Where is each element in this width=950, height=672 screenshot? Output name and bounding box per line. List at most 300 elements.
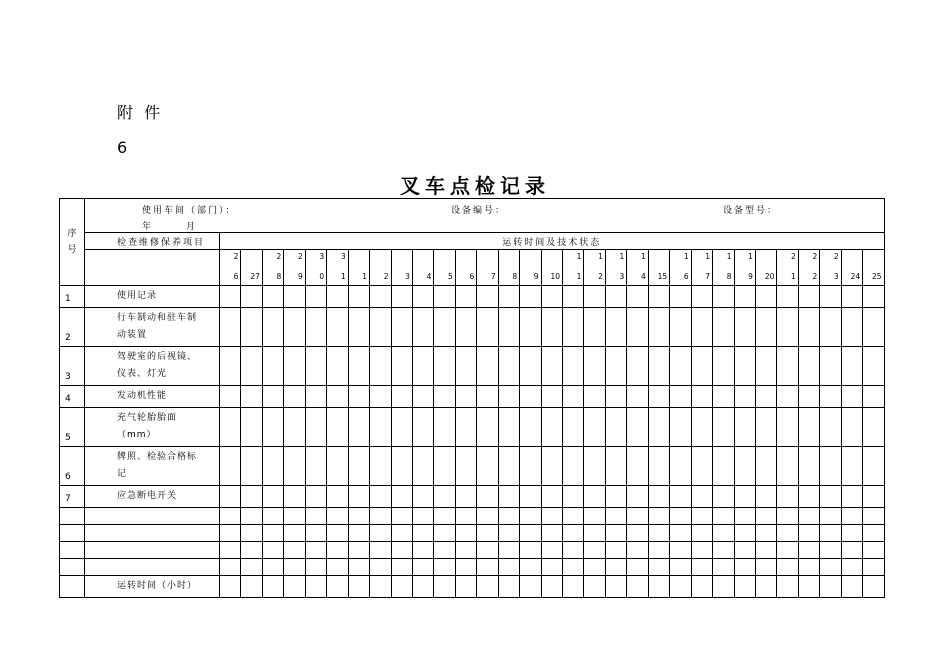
date-bottom-digit: 1 (362, 272, 368, 281)
status-entry-cell (691, 576, 712, 598)
status-entry-cell (241, 347, 262, 386)
status-entry-cell (541, 542, 562, 559)
status-entry-cell (220, 308, 241, 347)
status-entry-cell (627, 559, 648, 576)
status-entry-cell (348, 447, 369, 486)
status-entry-cell (563, 447, 584, 486)
item-label: 牌照、检验合格标 记 (117, 452, 198, 479)
status-entry-cell (777, 576, 798, 598)
status-entry-cell (734, 386, 755, 408)
status-entry-cell (691, 347, 712, 386)
status-entry-cell (220, 486, 241, 508)
date-column-header (648, 250, 669, 286)
date-top-digit: 3 (319, 252, 325, 261)
date-bottom-digit: 10 (550, 272, 560, 281)
date-bottom-digit: 7 (705, 272, 711, 281)
status-entry-cell (348, 286, 369, 308)
status-entry-cell (305, 486, 326, 508)
status-entry-cell (305, 386, 326, 408)
status-entry-cell (670, 576, 691, 598)
status-entry-cell (434, 542, 455, 559)
status-entry-cell (455, 508, 476, 525)
status-entry-cell (691, 486, 712, 508)
status-entry-cell (584, 576, 605, 598)
date-bottom-digit: 8 (726, 272, 732, 281)
status-entry-cell (670, 308, 691, 347)
status-entry-cell (605, 576, 626, 598)
item-cell (85, 408, 220, 447)
status-entry-cell (412, 408, 433, 447)
status-entry-cell (477, 447, 498, 486)
date-bottom-digit: 15 (657, 272, 668, 281)
status-entry-cell (541, 486, 562, 508)
status-entry-cell (241, 542, 262, 559)
status-entry-cell (755, 486, 776, 508)
status-entry-cell (691, 508, 712, 525)
status-entry-cell (520, 542, 541, 559)
status-entry-cell (520, 525, 541, 542)
status-entry-cell (498, 447, 519, 486)
status-entry-cell (241, 447, 262, 486)
status-entry-cell (863, 308, 884, 347)
status-entry-cell (777, 408, 798, 447)
status-entry-cell (691, 525, 712, 542)
status-entry-cell (434, 308, 455, 347)
status-entry-cell (284, 542, 305, 559)
status-entry-cell (648, 408, 669, 447)
status-entry-cell (284, 408, 305, 447)
status-entry-cell (520, 286, 541, 308)
status-entry-cell (434, 559, 455, 576)
status-entry-cell (841, 347, 862, 386)
status-entry-cell (584, 447, 605, 486)
item-label: 充气轮胎胎面 （mm） (117, 413, 178, 440)
status-entry-cell (584, 408, 605, 447)
status-entry-cell (820, 508, 841, 525)
status-entry-cell (241, 486, 262, 508)
seq-cell (60, 525, 85, 542)
status-entry-cell (220, 347, 241, 386)
status-entry-cell (327, 542, 348, 559)
status-entry-cell (627, 486, 648, 508)
status-entry-cell (798, 486, 819, 508)
status-entry-cell (520, 559, 541, 576)
item-cell (85, 308, 220, 347)
status-entry-cell (713, 286, 734, 308)
status-entry-cell (348, 386, 369, 408)
seq-number: 5 (65, 433, 71, 443)
status-entry-cell (520, 576, 541, 598)
status-entry-cell (627, 286, 648, 308)
status-entry-cell (220, 447, 241, 486)
status-entry-cell (241, 408, 262, 447)
date-bottom-digit: 6 (233, 272, 239, 281)
status-entry-cell (241, 386, 262, 408)
status-entry-cell (584, 542, 605, 559)
status-entry-cell (241, 308, 262, 347)
status-entry-cell (670, 542, 691, 559)
status-entry-cell (563, 559, 584, 576)
status-entry-cell (670, 486, 691, 508)
item-label: 运转时间（小时） (117, 581, 198, 591)
seq-cell (60, 542, 85, 559)
status-entry-cell (220, 386, 241, 408)
status-entry-cell (498, 286, 519, 308)
status-entry-cell (284, 308, 305, 347)
status-entry-cell (262, 559, 283, 576)
status-entry-cell (670, 386, 691, 408)
status-entry-cell (755, 286, 776, 308)
item-cell (85, 386, 220, 408)
status-entry-cell (498, 347, 519, 386)
date-bottom-digit: 9 (297, 272, 303, 281)
date-column-header (670, 250, 691, 286)
status-entry-cell (841, 542, 862, 559)
status-entry-cell (520, 408, 541, 447)
status-entry-cell (648, 542, 669, 559)
status-entry-cell (284, 286, 305, 308)
status-entry-cell (584, 347, 605, 386)
date-column-header (520, 250, 541, 286)
status-entry-cell (391, 559, 412, 576)
status-entry-cell (455, 308, 476, 347)
date-bottom-digit: 7 (490, 272, 496, 281)
date-column-header (755, 250, 776, 286)
status-entry-cell (498, 486, 519, 508)
status-entry-cell (455, 525, 476, 542)
status-entry-cell (841, 447, 862, 486)
status-entry-cell (563, 486, 584, 508)
status-entry-cell (734, 486, 755, 508)
status-entry-cell (498, 559, 519, 576)
status-entry-cell (412, 447, 433, 486)
status-entry-cell (370, 525, 391, 542)
status-entry-cell (584, 508, 605, 525)
status-entry-cell (541, 525, 562, 542)
status-entry-cell (284, 559, 305, 576)
status-entry-cell (798, 408, 819, 447)
date-bottom-digit: 9 (533, 272, 539, 281)
status-entry-cell (391, 576, 412, 598)
status-entry-cell (220, 559, 241, 576)
status-entry-cell (820, 486, 841, 508)
item-cell (85, 508, 220, 525)
status-entry-cell (798, 525, 819, 542)
date-bottom-digit: 2 (598, 272, 603, 281)
status-entry-cell (777, 386, 798, 408)
status-entry-cell (863, 347, 884, 386)
status-entry-cell (755, 408, 776, 447)
date-column-header (477, 250, 498, 286)
status-label: 运转时间及技术状态 (502, 237, 602, 248)
status-entry-cell (863, 486, 884, 508)
status-entry-cell (648, 286, 669, 308)
status-entry-cell (605, 486, 626, 508)
status-entry-cell (412, 386, 433, 408)
status-entry-cell (627, 347, 648, 386)
seq-number: 1 (65, 294, 71, 304)
item-label: 发动机性能 (117, 391, 168, 401)
status-entry-cell (498, 408, 519, 447)
seq-number: 4 (65, 394, 71, 404)
date-column-header (241, 250, 262, 286)
status-entry-cell (713, 347, 734, 386)
status-entry-cell (391, 542, 412, 559)
status-entry-cell (734, 542, 755, 559)
status-entry-cell (541, 308, 562, 347)
check-items-header (85, 233, 220, 250)
status-entry-cell (648, 508, 669, 525)
status-entry-cell (412, 347, 433, 386)
date-bottom-digit: 20 (764, 272, 775, 281)
status-entry-cell (605, 508, 626, 525)
status-entry-cell (220, 408, 241, 447)
item-cell (85, 486, 220, 508)
status-entry-cell (477, 308, 498, 347)
status-entry-cell (713, 447, 734, 486)
status-entry-cell (648, 347, 669, 386)
status-entry-cell (391, 286, 412, 308)
status-entry-cell (305, 408, 326, 447)
status-entry-cell (605, 286, 626, 308)
seq-header (60, 199, 85, 286)
status-entry-cell (498, 308, 519, 347)
status-entry-cell (648, 525, 669, 542)
status-entry-cell (434, 447, 455, 486)
status-entry-cell (863, 386, 884, 408)
status-entry-cell (863, 447, 884, 486)
status-entry-cell (691, 308, 712, 347)
status-entry-cell (284, 447, 305, 486)
table-row (60, 386, 885, 408)
status-entry-cell (455, 447, 476, 486)
status-entry-cell (348, 486, 369, 508)
seq-cell (60, 486, 85, 508)
status-entry-cell (584, 559, 605, 576)
status-entry-cell (605, 447, 626, 486)
date-top-digit: 2 (276, 252, 282, 261)
item-label: 应急断电开关 (117, 491, 178, 501)
status-entry-cell (605, 542, 626, 559)
status-entry-cell (434, 486, 455, 508)
status-entry-cell (605, 408, 626, 447)
status-entry-cell (755, 308, 776, 347)
table-row (60, 308, 885, 347)
status-entry-cell (820, 525, 841, 542)
status-entry-cell (262, 386, 283, 408)
status-entry-cell (412, 559, 433, 576)
status-entry-cell (755, 559, 776, 576)
table-row (60, 408, 885, 447)
status-entry-cell (391, 508, 412, 525)
status-entry-cell (755, 386, 776, 408)
status-entry-cell (477, 576, 498, 598)
item-cell (85, 525, 220, 542)
date-top-digit: 3 (340, 252, 346, 261)
date-column-header (412, 250, 433, 286)
status-entry-cell (241, 576, 262, 598)
status-entry-cell (348, 508, 369, 525)
status-entry-cell (520, 447, 541, 486)
date-top-digit: 1 (726, 252, 732, 261)
status-entry-cell (798, 447, 819, 486)
status-entry-cell (777, 447, 798, 486)
status-entry-cell (520, 347, 541, 386)
seq-cell (60, 447, 85, 486)
date-column-header (220, 250, 241, 286)
status-entry-cell (477, 542, 498, 559)
status-entry-cell (348, 308, 369, 347)
status-entry-cell (455, 559, 476, 576)
status-entry-cell (305, 508, 326, 525)
status-entry-cell (520, 486, 541, 508)
status-entry-cell (713, 408, 734, 447)
status-entry-cell (262, 486, 283, 508)
status-entry-cell (563, 508, 584, 525)
status-entry-cell (262, 286, 283, 308)
status-entry-cell (841, 286, 862, 308)
status-entry-cell (370, 308, 391, 347)
status-entry-cell (584, 386, 605, 408)
check-items-label: 检查维修保养项目 (117, 237, 206, 248)
status-entry-cell (777, 347, 798, 386)
status-entry-cell (477, 486, 498, 508)
status-entry-cell (734, 508, 755, 525)
status-entry-cell (841, 308, 862, 347)
status-entry-cell (541, 576, 562, 598)
status-entry-cell (498, 576, 519, 598)
status-entry-cell (863, 408, 884, 447)
seq-number: 7 (65, 494, 71, 504)
status-entry-cell (220, 286, 241, 308)
status-entry-cell (820, 408, 841, 447)
status-entry-cell (434, 286, 455, 308)
status-entry-cell (798, 308, 819, 347)
status-entry-cell (434, 576, 455, 598)
status-entry-cell (305, 286, 326, 308)
status-entry-cell (284, 347, 305, 386)
date-column-header (327, 250, 348, 286)
status-entry-cell (863, 508, 884, 525)
status-entry-cell (327, 308, 348, 347)
date-top-digit: 2 (791, 252, 796, 261)
seq-cell (60, 347, 85, 386)
seq-number: 6 (65, 472, 71, 482)
status-entry-cell (627, 508, 648, 525)
status-entry-cell (305, 576, 326, 598)
status-entry-cell (691, 286, 712, 308)
status-entry-cell (284, 386, 305, 408)
date-column-header (627, 250, 648, 286)
status-entry-cell (734, 525, 755, 542)
item-cell (85, 447, 220, 486)
status-entry-cell (220, 525, 241, 542)
seq-header-label: 序 号 (67, 229, 77, 255)
status-entry-cell (477, 347, 498, 386)
status-entry-cell (370, 576, 391, 598)
date-column-header (777, 250, 798, 286)
status-entry-cell (605, 386, 626, 408)
date-top-digit: 2 (297, 252, 303, 261)
status-entry-cell (841, 386, 862, 408)
page-title: 叉车点检记录 (400, 174, 550, 198)
inspection-record-table (59, 198, 885, 598)
status-entry-cell (798, 542, 819, 559)
status-entry-cell (713, 508, 734, 525)
status-entry-cell (477, 408, 498, 447)
status-entry-cell (798, 386, 819, 408)
status-entry-cell (541, 386, 562, 408)
date-column-header (605, 250, 626, 286)
date-bottom-digit: 1 (576, 272, 582, 281)
status-entry-cell (627, 308, 648, 347)
status-entry-cell (691, 559, 712, 576)
status-entry-cell (262, 447, 283, 486)
status-entry-cell (520, 308, 541, 347)
seq-cell (60, 559, 85, 576)
status-entry-cell (541, 408, 562, 447)
status-entry-cell (605, 308, 626, 347)
date-label: 年 月 (142, 222, 198, 232)
status-entry-cell (627, 542, 648, 559)
date-bottom-digit: 5 (448, 272, 453, 281)
date-column-header (734, 250, 755, 286)
table-row (60, 525, 885, 542)
status-entry-cell (498, 525, 519, 542)
status-entry-cell (755, 347, 776, 386)
status-entry-cell (241, 508, 262, 525)
status-entry-cell (305, 559, 326, 576)
status-entry-cell (412, 486, 433, 508)
date-top-digit: 1 (705, 252, 711, 261)
status-entry-cell (284, 508, 305, 525)
status-entry-cell (348, 408, 369, 447)
status-entry-cell (777, 308, 798, 347)
status-entry-cell (648, 559, 669, 576)
date-top-digit: 2 (812, 252, 818, 261)
status-entry-cell (798, 576, 819, 598)
date-bottom-digit: 0 (319, 272, 325, 281)
status-entry-cell (777, 486, 798, 508)
status-entry-cell (713, 542, 734, 559)
status-entry-cell (434, 525, 455, 542)
status-entry-cell (477, 386, 498, 408)
status-entry-cell (305, 347, 326, 386)
status-entry-cell (391, 347, 412, 386)
status-entry-cell (220, 542, 241, 559)
status-entry-cell (541, 347, 562, 386)
status-entry-cell (777, 542, 798, 559)
workshop-label: 使用车间（部门）： (142, 206, 237, 216)
status-entry-cell (691, 386, 712, 408)
status-entry-cell (691, 447, 712, 486)
status-entry-cell (820, 576, 841, 598)
status-entry-cell (841, 508, 862, 525)
status-entry-cell (627, 447, 648, 486)
status-entry-cell (670, 408, 691, 447)
seq-cell (60, 386, 85, 408)
status-entry-cell (605, 525, 626, 542)
status-entry-cell (755, 508, 776, 525)
status-entry-cell (713, 559, 734, 576)
info-cell (85, 199, 885, 233)
seq-number: 3 (65, 372, 71, 382)
date-bottom-digit: 4 (426, 272, 432, 281)
status-entry-cell (734, 559, 755, 576)
status-entry-cell (648, 486, 669, 508)
item-cell (85, 347, 220, 386)
status-entry-cell (370, 486, 391, 508)
